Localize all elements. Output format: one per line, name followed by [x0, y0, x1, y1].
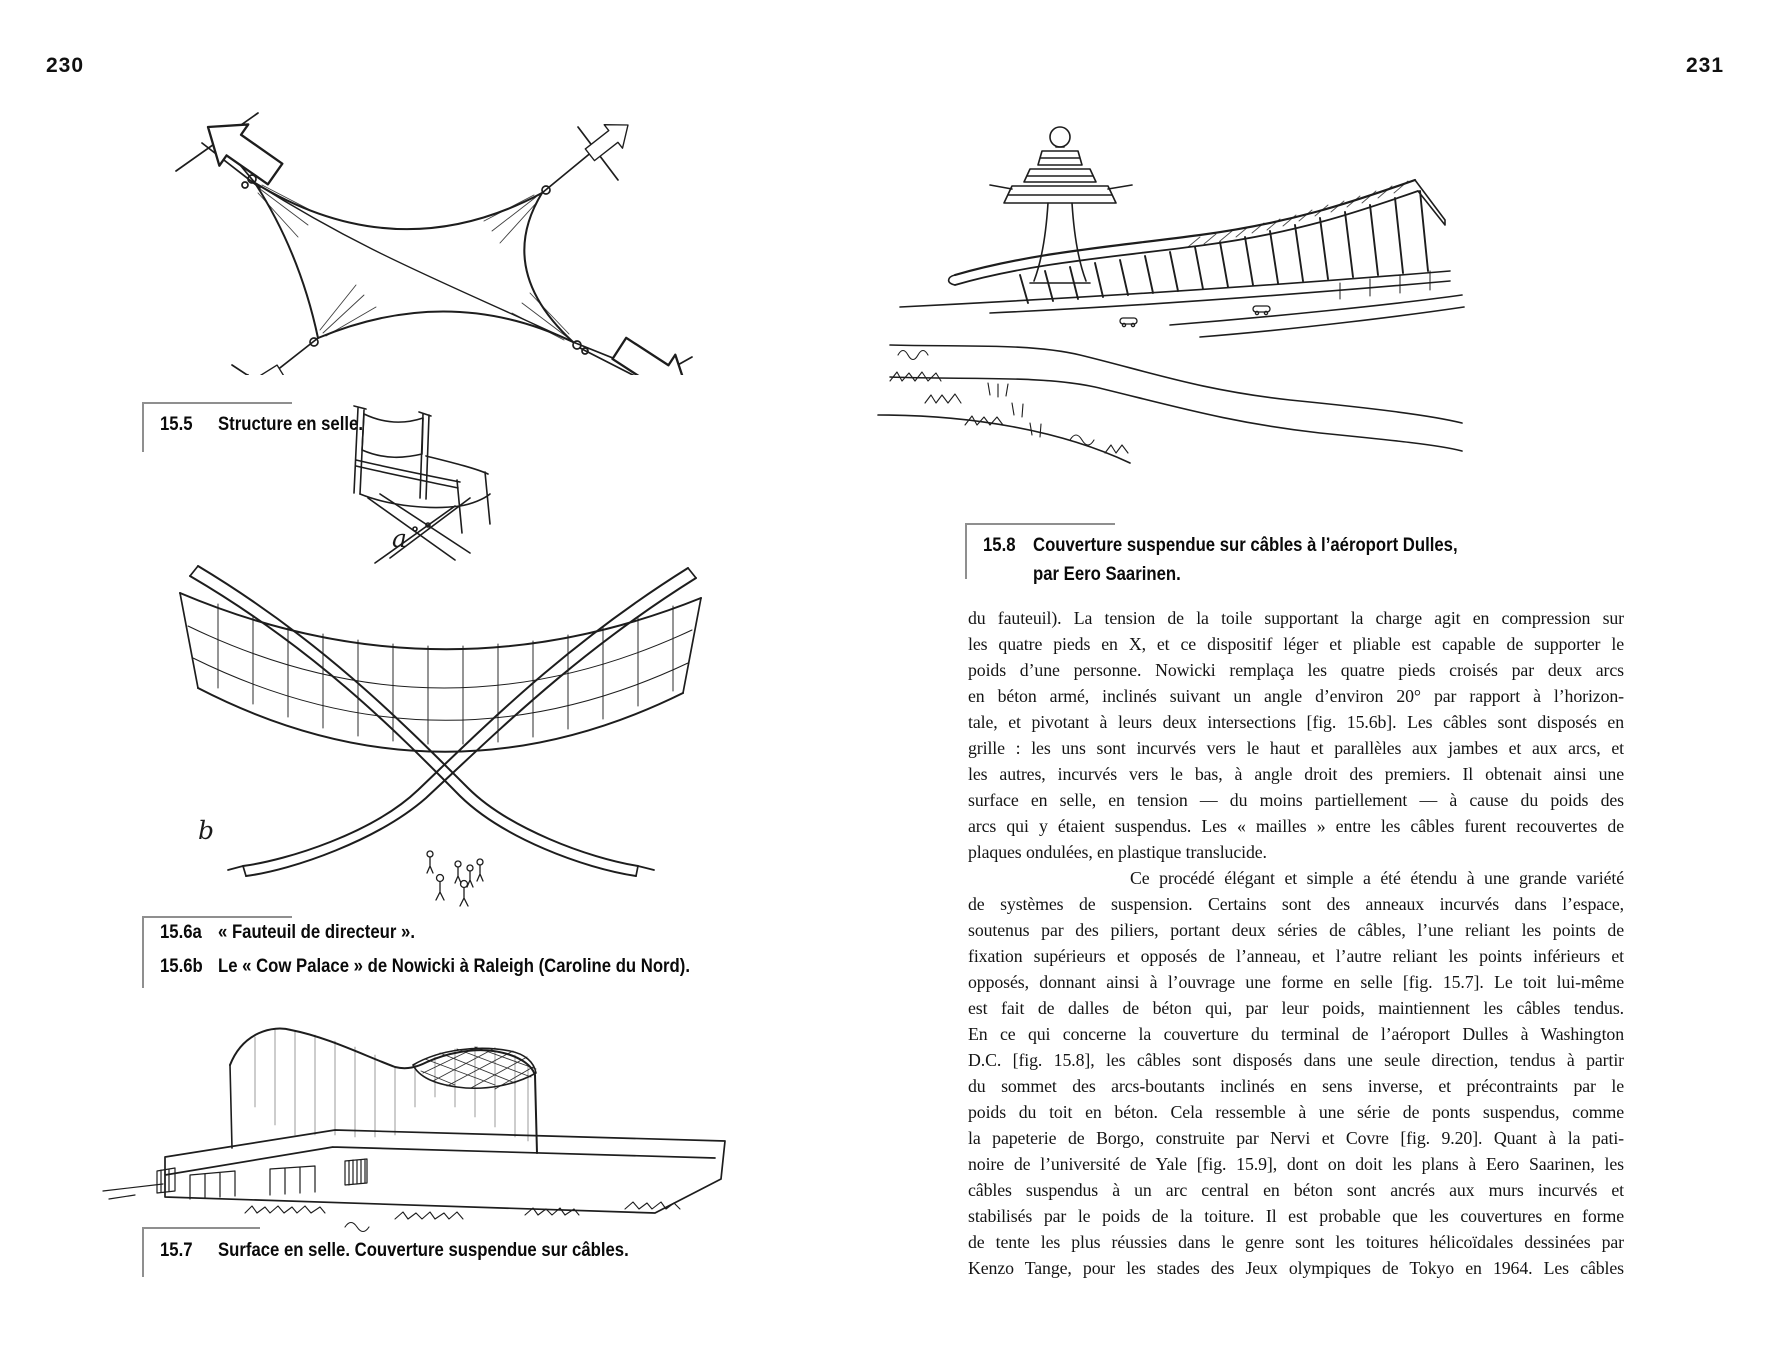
- body-text-line: arcs qui y étaient suspendus. Les « mailles » entre les câbles furent recouvertes de: [968, 816, 1624, 836]
- figure-15-7-saddle-roof-building-sketch: [95, 985, 765, 1235]
- body-text-line: tale, et pivotant à leurs deux intersections [fig. 15.6b]. Les câbles sont disposés en: [968, 712, 1624, 732]
- body-text-line: du fauteuil). La tension de la toile supportant la charge agit en compression sur: [968, 608, 1624, 628]
- caption-rule-top: [142, 1227, 260, 1229]
- caption-text: Surface en selle. Couverture suspendue sur câbles.: [218, 1240, 629, 1261]
- caption-number: 15.5: [160, 414, 193, 435]
- body-text-line: D.C. [fig. 15.8], les câbles sont disposés dans une seule direction, tendus à partir: [968, 1050, 1624, 1070]
- caption-rule-left: [142, 916, 144, 988]
- body-text-line: soutenus par des piliers, portant deux séries de câbles, l’une reliant les points de: [968, 920, 1624, 940]
- body-text-line: les quatre pieds en X, et ce dispositif léger et pliable est capable de supporter le: [968, 634, 1624, 654]
- body-text-line: surface en selle, en tension — du moins partiellement — à cause du poids des: [968, 790, 1624, 810]
- caption-text: « Fauteuil de directeur ».: [218, 922, 415, 943]
- body-text-line: de systèmes de suspension. Certains sont des anneaux incurvés dans l’espace,: [968, 894, 1624, 914]
- caption-text: Le « Cow Palace » de Nowicki à Raleigh (Caroline du Nord).: [218, 956, 690, 977]
- caption-15-6: [160, 922, 754, 978]
- body-text-line: En ce qui concerne la couverture du terminal de l’aéroport Dulles à Washington: [968, 1024, 1624, 1044]
- figure-label-a: a: [392, 524, 407, 553]
- body-text-line: stabilisés par le poids de la toiture. Il est probable que les couvertures en forme: [968, 1206, 1624, 1226]
- caption-number: 15.8: [983, 535, 1016, 556]
- body-text-line: poids d’une personne. Nowicki remplaça les quatre pieds croisés par deux arcs: [968, 660, 1624, 680]
- figure-15-6a-directors-chair-sketch: [320, 398, 495, 568]
- figure-15-8-dulles-airport-sketch: [870, 85, 1470, 465]
- caption-rule-left: [142, 1227, 144, 1277]
- caption-rule-top: [965, 523, 1115, 525]
- body-text-line: en béton armé, inclinés suivant un angle d’environ 20° par rapport à l’horizon-: [968, 686, 1624, 706]
- body-text-line: du sommet des arcs-boutants inclinés en sens inverse, et précontraints par le: [968, 1076, 1624, 1096]
- page-number-right: 231: [1686, 54, 1725, 77]
- body-text-line: poids du toit en béton. Cela ressemble à une série de ponts suspendus, comme: [968, 1102, 1624, 1122]
- body-text-line: la papeterie de Borgo, construite par Nervi et Covre [fig. 9.20]. Quant à la pati-: [968, 1128, 1624, 1148]
- caption-number: 15.6a: [160, 922, 202, 943]
- caption-rule-top: [142, 402, 292, 404]
- caption-rule-top: [142, 916, 292, 918]
- body-text-line: noire de l’université de Yale [fig. 15.9], dont on doit les plans à Eero Saarinen, les: [968, 1154, 1624, 1174]
- body-text-line: Ce procédé élégant et simple a été étendu à une grande variété: [1130, 868, 1624, 888]
- body-text-line: grille : les uns sont incurvés vers le haut et parallèles aux jambes et aux arcs, et: [968, 738, 1624, 758]
- body-text-line: fixation supérieurs et opposés de l’anneau, et l’autre reliant les points inférieurs et: [968, 946, 1624, 966]
- caption-15-8: [983, 531, 1516, 589]
- body-text: [968, 605, 1624, 1281]
- body-text-line: Kenzo Tange, pour les stades des Jeux olympiques de Tokyo en 1964. Les câbles: [968, 1258, 1624, 1278]
- caption-number: 15.6b: [160, 956, 203, 977]
- caption-15-7: [160, 1240, 685, 1262]
- caption-rule-left: [965, 523, 967, 579]
- body-text-line: est fait de dalles de béton qui, par leur poids, maintiennent les câbles tendus.: [968, 998, 1624, 1018]
- body-text-line: les autres, incurvés vers le bas, à angle droit des premiers. Il obtenait ainsi une: [968, 764, 1624, 784]
- caption-text: Structure en selle.: [218, 414, 363, 435]
- page-number-left: 230: [46, 54, 85, 77]
- body-text-line: de tente les plus réussies dans le genre sont les toitures hélicoïdales dessinées par: [968, 1232, 1624, 1252]
- caption-text-line1: Couverture suspendue sur câbles à l’aéroport Dulles,: [1033, 535, 1458, 556]
- caption-15-6b: [160, 956, 754, 978]
- caption-number: 15.7: [160, 1240, 193, 1261]
- caption-15-6a: [160, 922, 754, 944]
- caption-rule-left: [142, 402, 144, 452]
- figure-15-6b-cow-palace-sketch: [168, 548, 713, 913]
- figure-label-b: b: [198, 816, 215, 845]
- body-text-line: opposés, donnant ainsi à l’ouvrage une forme en selle [fig. 15.7]. Le toit lui-même: [968, 972, 1624, 992]
- body-text-line: plaques ondulées, en plastique translucide.: [968, 842, 1267, 862]
- caption-text-line2: par Eero Saarinen.: [1033, 564, 1181, 585]
- figure-15-5-saddle-structure-sketch: [140, 85, 750, 375]
- body-text-line: câbles suspendus à un arc central en béton sont ancrés aux murs incurvés et: [968, 1180, 1624, 1200]
